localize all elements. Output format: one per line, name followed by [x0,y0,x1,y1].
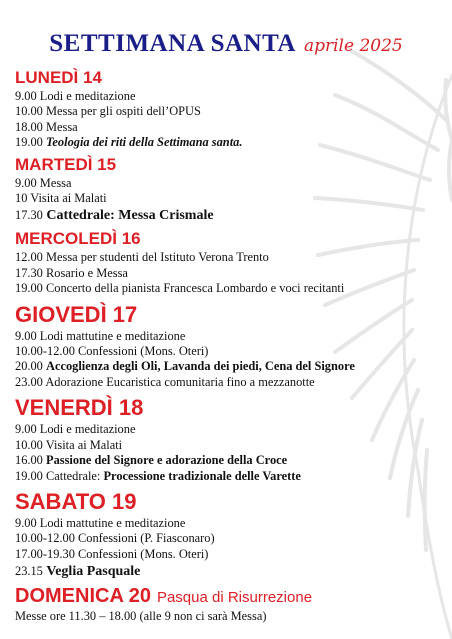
schedule-item: 9.00 Lodi e meditazione [15,422,136,437]
schedule-item: 12.00 Messa per studenti del Istituto Verona Trento [15,250,269,265]
header [0,30,452,58]
schedule-item: 9.00 Lodi mattutine e meditazione [15,515,186,530]
schedule [15,65,445,625]
day-heading-thursday: GIOVEDÌ 17 [15,301,138,327]
schedule-item: 18.00 Messa [15,119,78,134]
schedule-item: 20.00 Accoglienza degli Oli, Lavanda dei piedi, Cena del Signore [15,359,355,374]
day-heading-wednesday: MERCOLEDÌ 16 [15,229,141,249]
schedule-item: 17.00-19.30 Confessioni (Mons. Oteri) [15,546,209,561]
page-subtitle: aprile 2025 [303,36,403,56]
schedule-item: 10.00 Visita ai Malati [15,437,123,452]
schedule-item: 19.00 Teologia dei riti della Settimana santa. [15,135,243,150]
schedule-item: 19.00 Concerto della pianista Francesca Lombardo e voci recitanti [15,281,345,296]
day-heading-tuesday: MARTEDÌ 15 [15,154,117,174]
schedule-item: 16.00 Passione del Signore e adorazione della Croce [15,453,288,468]
schedule-item: 19.00 Cattedrale: Processione tradizionale delle Varette [15,468,301,483]
schedule-item: 9.00 Messa [15,175,72,190]
schedule-item: 17.30 Rosario e Messa [15,265,128,280]
schedule-item: 10 Visita ai Malati [15,191,107,206]
schedule-item: 10.00-12.00 Confessioni (P. Fiasconaro) [15,531,215,546]
day-heading-saturday: SABATO 19 [15,488,137,514]
schedule-item: 23.00 Adorazione Eucaristica comunitaria fino a mezzanotte [15,374,315,389]
day-heading-sunday: DOMENICA 20 Pasqua di Risurrezione [15,585,313,608]
schedule-item: 9.00 Lodi e meditazione [15,89,136,103]
schedule-item: Messe ore 11.30 – 18.00 (alle 9 non ci sarà Messa) [15,609,267,624]
schedule-item: 10.00 Messa per gli ospiti dell’OPUS [15,104,201,119]
day-heading-friday: VENERDÌ 18 [15,395,144,421]
day-heading-monday: LUNEDÌ 14 [15,68,102,87]
easter-label: Pasqua di Risurrezione [156,589,313,607]
schedule-item: 9.00 Lodi mattutine e meditazione [15,328,186,343]
schedule-item: 23.15 Veglia Pasquale [15,564,141,580]
schedule-item: 10.00-12.00 Confessioni (Mons. Oteri) [15,344,209,359]
schedule-item: 17.30 Cattedrale: Messa Crismale [15,208,214,224]
page-title: SETTIMANA SANTA [49,30,296,57]
